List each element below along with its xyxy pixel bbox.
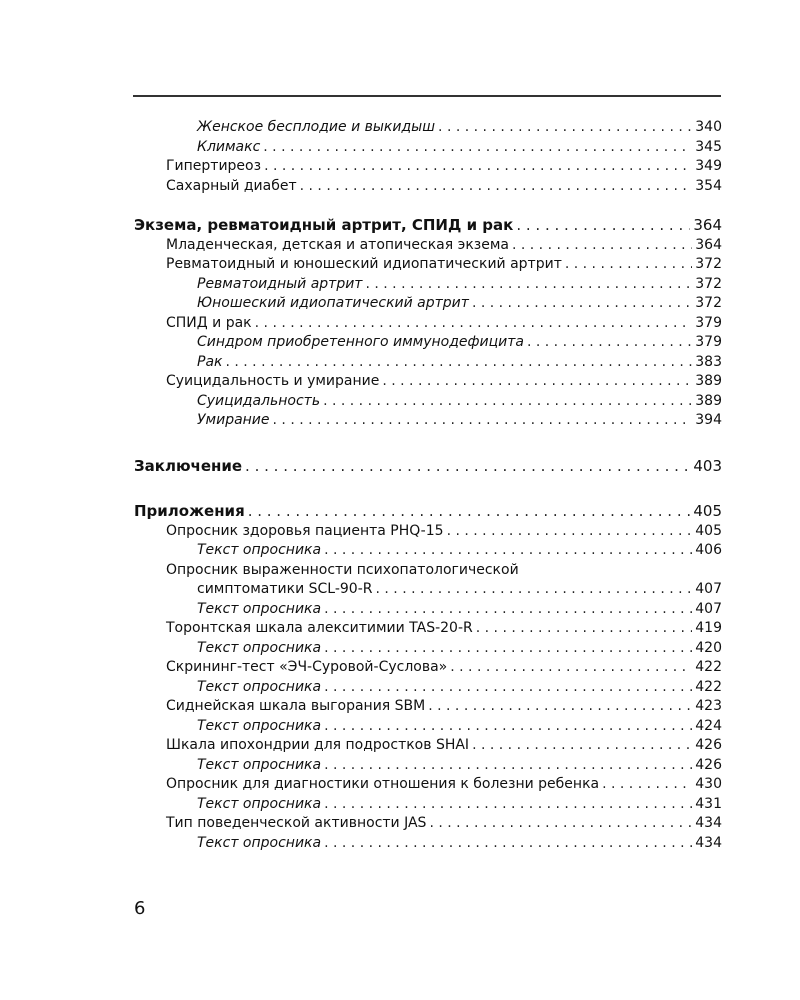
toc-entry-page: 426 — [695, 737, 722, 753]
page-number: 6 — [134, 898, 146, 919]
toc-entry — [134, 118, 722, 138]
toc-leader-dots — [324, 717, 692, 737]
toc-entry-title: Ревматоидный артрит — [197, 275, 363, 292]
toc-entry-page: 419 — [695, 620, 722, 636]
toc-entry-page: 430 — [695, 776, 722, 792]
toc-leader-dots — [376, 580, 693, 600]
toc-entry-title: Синдром приобретенного иммунодефицита — [197, 334, 524, 350]
toc-entry-title: Женское бесплодие и выкидыш — [197, 119, 436, 135]
toc-leader-dots — [264, 157, 692, 177]
toc-entry — [134, 333, 722, 353]
toc-entry — [134, 177, 722, 197]
toc-entry — [134, 697, 722, 717]
toc-entry-page: 379 — [695, 334, 722, 350]
toc-entry-page: 340 — [695, 119, 722, 135]
toc-entry-page: 389 — [695, 373, 722, 389]
toc-leader-dots — [512, 236, 692, 256]
toc-entry-title: Приложения — [134, 502, 245, 520]
toc-entry-title: Текст опросника — [197, 600, 322, 617]
toc-entry-title: Младенческая, детская и атопическая экзема — [166, 236, 509, 253]
toc-entry-title: Заключение — [134, 456, 243, 475]
toc-entry-page: 407 — [695, 581, 722, 597]
toc-leader-dots — [273, 411, 693, 431]
toc-leader-dots — [324, 678, 692, 698]
toc-entry — [134, 717, 722, 737]
toc-leader-dots — [323, 392, 692, 412]
toc-leader-dots — [565, 255, 692, 275]
toc-entry-title: Суицидальность и умирание — [166, 373, 380, 389]
toc-entry-title: Юношеский идиопатический артрит — [197, 295, 469, 311]
toc-entry-page: 405 — [693, 502, 722, 520]
toc-entry-page: 354 — [695, 177, 722, 194]
toc-entry — [134, 580, 722, 600]
toc-leader-dots — [248, 502, 691, 522]
toc-leader-dots — [263, 138, 692, 158]
toc-leader-dots — [428, 697, 692, 717]
toc-entry — [134, 600, 722, 620]
header-rule — [133, 95, 721, 97]
toc-leader-dots — [476, 619, 693, 639]
toc-entry — [134, 392, 722, 412]
toc-leader-dots — [382, 372, 692, 392]
toc-entry-page: 372 — [695, 256, 722, 272]
toc-entry-page: 379 — [695, 314, 722, 331]
toc-entry-page: 349 — [695, 158, 722, 174]
toc-entry-title: Текст опросника — [197, 756, 322, 773]
toc-entry-title: Климакс — [197, 138, 261, 155]
toc-entry — [134, 658, 722, 678]
toc-entry-page: 364 — [693, 216, 722, 234]
toc-entry — [134, 216, 722, 236]
toc-entry-page: 407 — [695, 600, 722, 617]
toc-entry-title: Опросник выраженности психопатологической — [166, 561, 519, 578]
toc-leader-dots — [447, 522, 693, 542]
toc-entry-title: Суицидальность — [197, 392, 321, 409]
toc-entry-title: Рак — [197, 353, 223, 370]
toc-leader-dots — [300, 177, 693, 197]
toc-entry-page: 422 — [695, 678, 722, 695]
toc-leader-dots — [429, 814, 692, 834]
toc-leader-dots — [365, 275, 692, 295]
toc-entry-title: симптоматики SCL-90-R — [197, 581, 373, 597]
toc-entry-title: Тип поведенческой активности JAS — [166, 815, 427, 831]
toc-entry — [134, 756, 722, 776]
toc-entry — [134, 736, 722, 756]
toc-entry — [134, 138, 722, 158]
toc-entry-title: Опросник здоровья пациента PHQ-15 — [166, 522, 444, 539]
toc-entry — [134, 353, 722, 373]
toc-leader-dots — [450, 658, 692, 678]
toc-leader-dots — [255, 314, 693, 334]
toc-entry — [134, 502, 722, 522]
toc-entry-page: 420 — [695, 639, 722, 656]
toc-entry-page: 422 — [695, 659, 722, 675]
toc-entry-page: 403 — [693, 456, 722, 475]
toc-entry-title: Экзема, ревматоидный артрит, СПИД и рак — [134, 216, 514, 234]
toc-entry — [134, 157, 722, 177]
toc-entry-title: Сахарный диабет — [166, 177, 297, 194]
toc-entry-page: 383 — [695, 353, 722, 370]
toc-entry-title: Шкала ипохондрии для подростков SHAI — [166, 737, 470, 753]
toc-entry-page: 372 — [695, 275, 722, 292]
toc-leader-dots — [324, 756, 692, 776]
toc-entry — [134, 541, 722, 561]
toc-leader-dots — [516, 216, 690, 236]
toc-entry-page: 389 — [695, 392, 722, 409]
toc-entry-page: 426 — [695, 756, 722, 773]
toc-entry — [134, 814, 722, 834]
table-of-contents — [134, 118, 722, 853]
toc-entry — [134, 275, 722, 295]
toc-entry-page: 405 — [695, 522, 722, 539]
toc-leader-dots — [472, 736, 692, 756]
toc-entry-title: Умирание — [197, 412, 270, 428]
toc-entry-title: Скрининг-тест «ЭЧ-Суровой-Суслова» — [166, 659, 448, 675]
toc-entry — [134, 255, 722, 275]
toc-entry-title: Ревматоидный и юношеский идиопатический артрит — [166, 256, 562, 272]
toc-entry — [134, 411, 722, 431]
toc-entry-title: Торонтская шкала алекситимии TAS-20-R — [166, 620, 473, 636]
toc-entry-page: 345 — [695, 138, 722, 155]
toc-leader-dots — [324, 600, 692, 620]
toc-entry — [134, 294, 722, 314]
toc-leader-dots — [602, 775, 692, 795]
toc-leader-dots — [527, 333, 692, 353]
toc-entry-title: Сиднейская шкала выгорания SBM — [166, 698, 426, 714]
toc-entry — [134, 678, 722, 698]
toc-entry-page: 364 — [695, 236, 722, 253]
toc-leader-dots — [245, 457, 690, 477]
toc-entry-title: Текст опросника — [197, 678, 322, 695]
toc-entry — [134, 619, 722, 639]
toc-entry-page: 394 — [695, 412, 722, 428]
toc-entry-page: 406 — [695, 542, 722, 558]
toc-entry-title: Текст опросника — [197, 542, 322, 558]
toc-leader-dots — [472, 294, 692, 314]
toc-entry-page: 372 — [695, 295, 722, 311]
toc-entry-title: Текст опросника — [197, 795, 322, 812]
toc-entry — [134, 236, 722, 256]
toc-entry — [134, 314, 722, 334]
toc-entry — [134, 372, 722, 392]
toc-entry — [134, 522, 722, 542]
toc-entry — [134, 561, 722, 581]
toc-entry-page: 434 — [695, 834, 722, 851]
toc-entry — [134, 795, 722, 815]
toc-entry-title: Опросник для диагностики отношения к болезни ребенка — [166, 776, 600, 792]
toc-entry-title: Текст опросника — [197, 639, 322, 656]
toc-leader-dots — [324, 639, 692, 659]
toc-entry — [134, 639, 722, 659]
toc-entry-page: 434 — [695, 815, 722, 831]
toc-entry-title: Гипертиреоз — [166, 158, 262, 174]
toc-entry — [134, 775, 722, 795]
toc-entry-title: Текст опросника — [197, 834, 322, 851]
toc-entry-title: Текст опросника — [197, 717, 322, 734]
toc-entry-page: 423 — [695, 698, 722, 714]
toc-entry — [134, 834, 722, 854]
toc-leader-dots — [324, 795, 692, 815]
toc-entry — [134, 457, 722, 477]
toc-entry-page: 424 — [695, 717, 722, 734]
toc-leader-dots — [438, 118, 692, 138]
toc-leader-dots — [324, 834, 692, 854]
toc-entry-page: 431 — [695, 795, 722, 812]
toc-entry-title: СПИД и рак — [166, 314, 252, 331]
toc-leader-dots — [225, 353, 692, 373]
toc-leader-dots — [324, 541, 692, 561]
